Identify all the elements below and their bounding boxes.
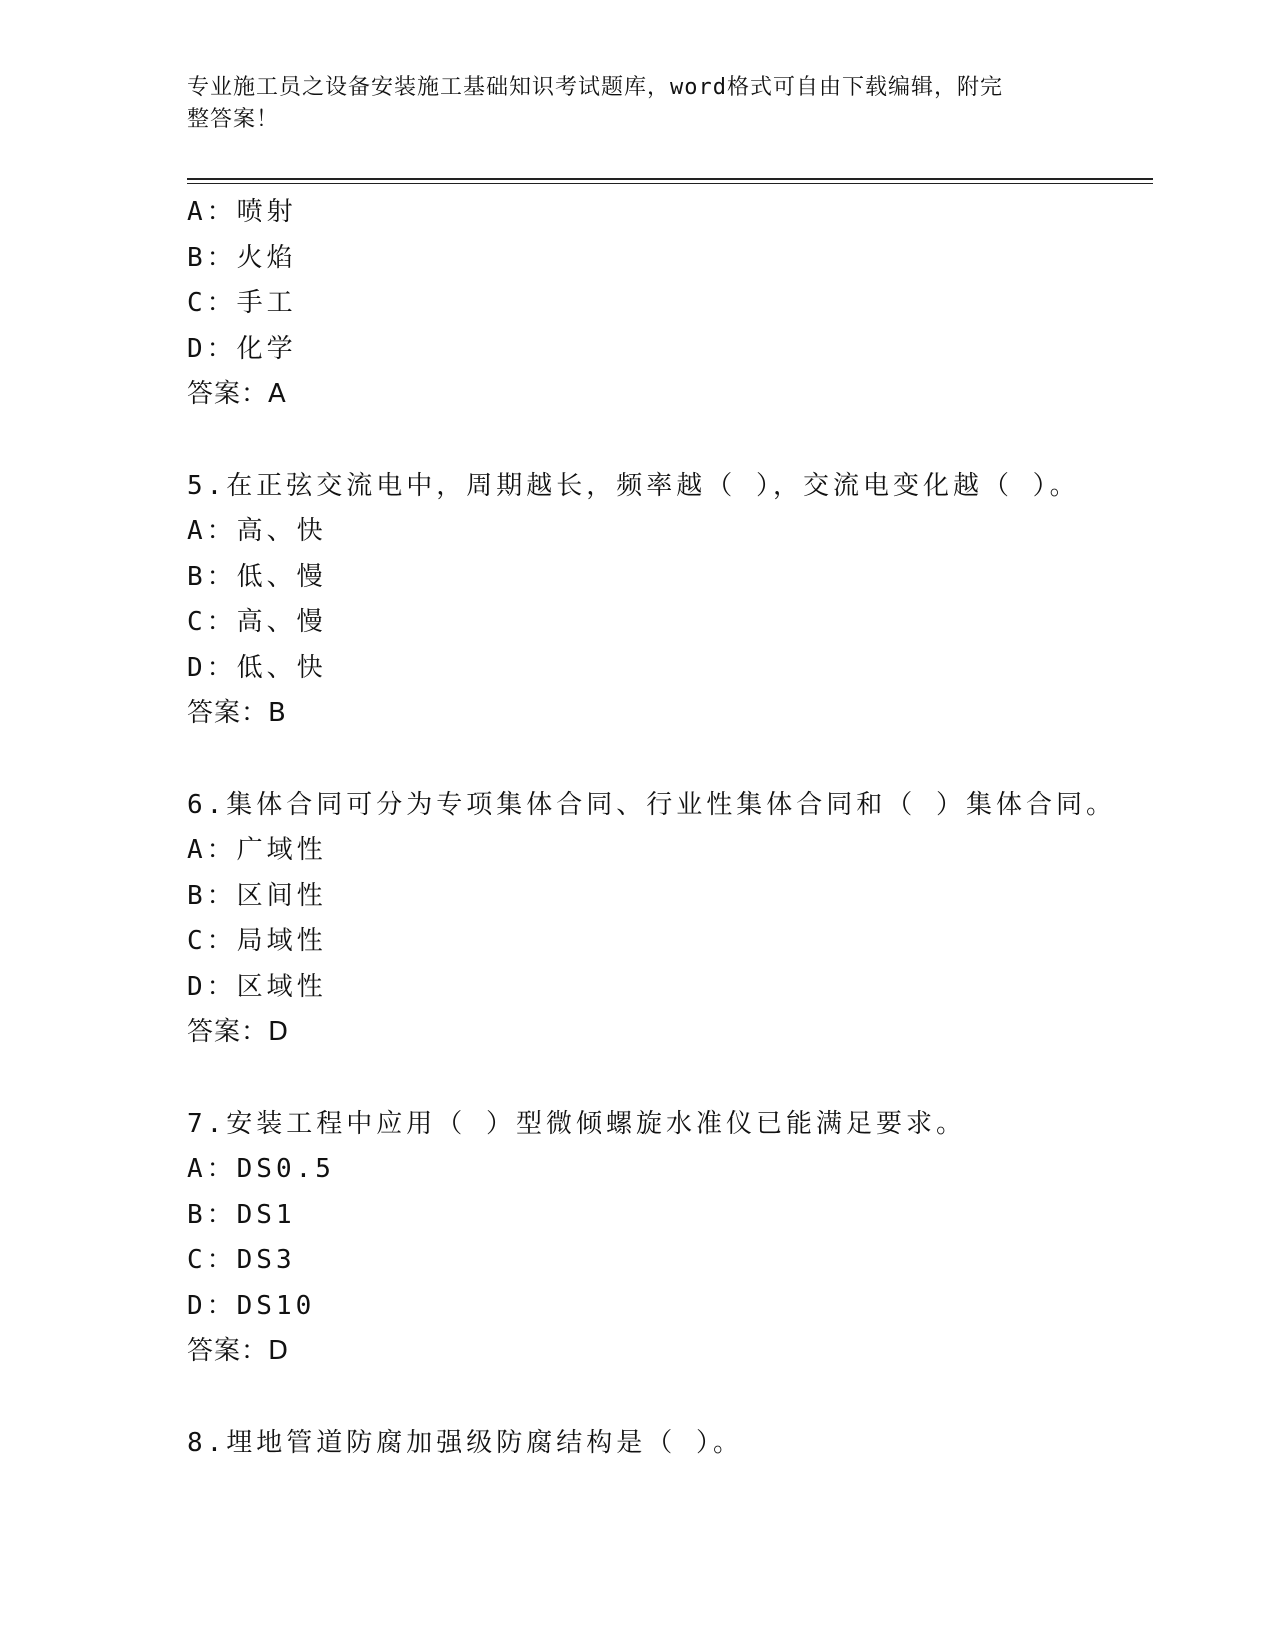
option-d: D：DS10: [187, 1290, 316, 1321]
header-line-2: 整答案！: [187, 107, 280, 132]
answer: 答案：B: [187, 698, 287, 728]
answer: 答案：A: [187, 379, 287, 409]
question-text: 6.集体合同可分为专项集体合同、行业性集体合同和（ ）集体合同。: [187, 789, 1116, 820]
option-d: D：化学: [187, 333, 297, 364]
question-text: 5.在正弦交流电中，周期越长，频率越（ ），交流电变化越（ ）。: [187, 470, 1080, 501]
option-b: B：区间性: [187, 880, 327, 911]
option-b: B：火焰: [187, 242, 297, 273]
question-block-4: [187, 190, 1153, 418]
question-text: 8.埋地管道防腐加强级防腐结构是（ ）。: [187, 1427, 743, 1458]
option-c: C：局域性: [187, 926, 327, 956]
question-list: [187, 190, 1153, 1466]
header-line-1: 专业施工员之设备安装施工基础知识考试题库，word格式可自由下载编辑，附完: [187, 75, 1003, 100]
option-d: D：低、快: [187, 652, 327, 683]
option-a: A：高、快: [187, 516, 327, 546]
option-d: D：区域性: [187, 971, 327, 1002]
option-c: C：DS3: [187, 1245, 296, 1275]
header-rule-thick: [187, 178, 1153, 180]
option-b: B：低、慢: [187, 561, 327, 592]
header-rule-thin: [187, 183, 1153, 184]
option-a: A：DS0.5: [187, 1154, 335, 1184]
question-block-7: [187, 1102, 1153, 1375]
answer: 答案：D: [187, 1017, 290, 1047]
question-block-5: [187, 464, 1153, 737]
document-header: [187, 72, 1067, 136]
option-c: C：手工: [187, 288, 297, 318]
question-block-6: [187, 783, 1153, 1056]
option-a: A：广域性: [187, 835, 327, 865]
answer: 答案：D: [187, 1336, 290, 1366]
question-text: 7.安装工程中应用（ ）型微倾螺旋水准仪已能满足要求。: [187, 1108, 966, 1139]
option-b: B：DS1: [187, 1199, 296, 1230]
option-c: C：高、慢: [187, 607, 327, 637]
question-block-8: [187, 1421, 1153, 1467]
option-a: A：喷射: [187, 197, 297, 227]
